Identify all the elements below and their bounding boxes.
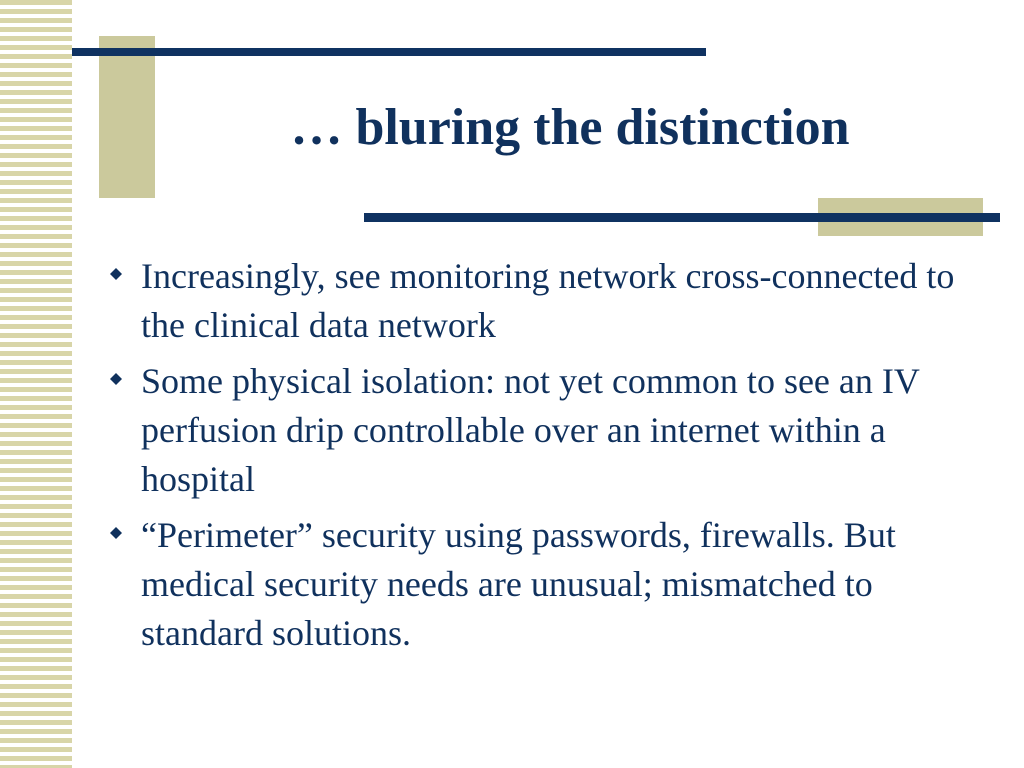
decorative-accent-block-top (99, 36, 155, 198)
bullet-text: Some physical isolation: not yet common to see an IV perfusion drip controllable over an internet within a hospital (141, 361, 920, 499)
diamond-bullet-icon (110, 527, 122, 539)
slide-title: … bluring the distinction (290, 99, 850, 156)
decorative-stripes (0, 0, 72, 768)
bullet-text: “Perimeter” security using passwords, firewalls. But medical security needs are unusual; mismatched to standard solutions. (141, 515, 896, 653)
bullet-item (104, 252, 984, 350)
bullet-item (104, 357, 984, 504)
bullet-item (104, 511, 984, 658)
decorative-rule-bottom (364, 213, 1000, 222)
bullet-list (104, 252, 984, 665)
decorative-rule-top (72, 48, 706, 56)
bullet-text: Increasingly, see monitoring network cross-connected to the clinical data network (141, 256, 955, 345)
diamond-bullet-icon (110, 373, 122, 385)
diamond-bullet-icon (110, 268, 122, 280)
